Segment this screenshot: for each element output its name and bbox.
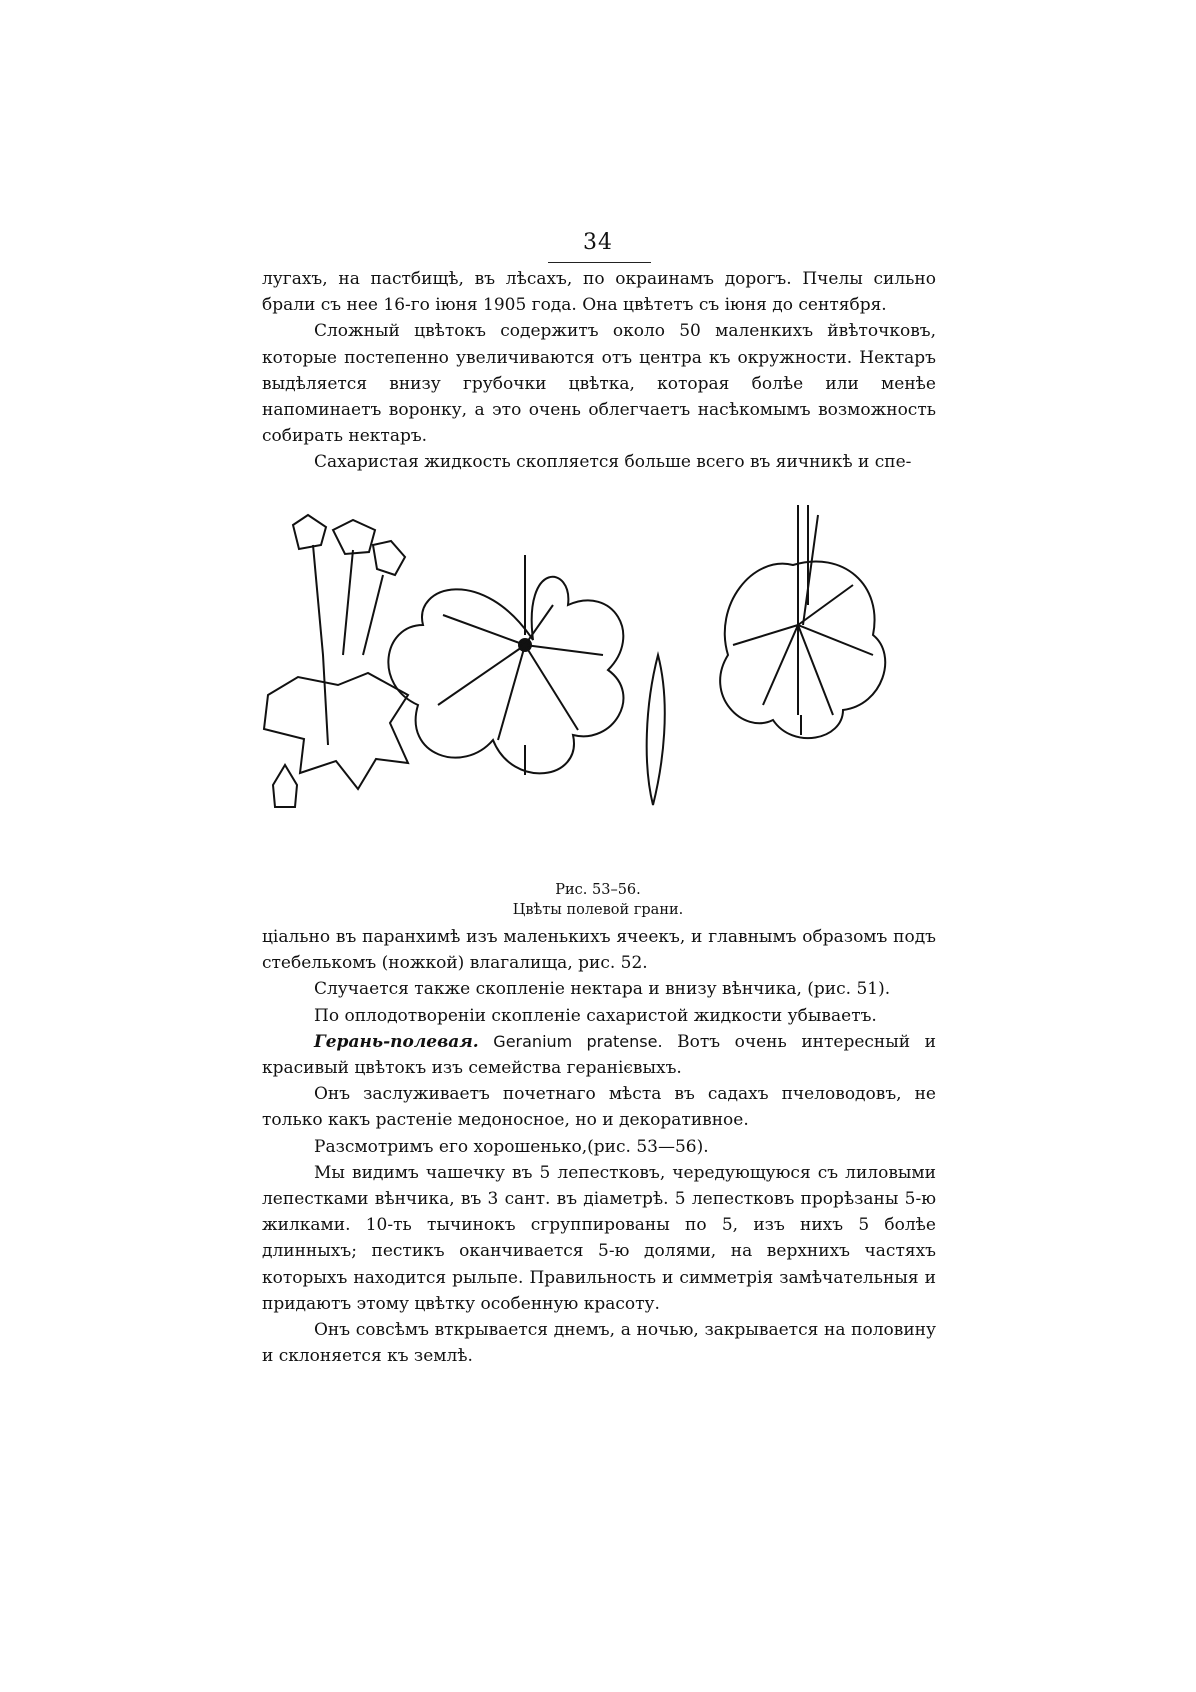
paragraph: Сложный цвѣтокъ содержитъ около 50 маленкихъ йвѣточковъ, которые постепенно увеличиваются отъ центра къ окружности. Нектаръ выдѣляется внизу грубочки цвѣтка, которая болѣе или менѣе напоминаетъ воронку, а это очень облегчаетъ насѣкомымъ возможность собирать нектаръ. [262,321,936,447]
text-block-top [262,266,936,476]
geranium-plant-drawing [264,515,408,807]
paragraph: Онъ совсѣмъ вткрывается днемъ, а ночью, закрывается на половину и склоняется къ землѣ. [262,1320,936,1367]
paragraph: лугахъ, на пастбищѣ, въ лѣсахъ, по окраинамъ дорогъ. Пчелы сильно брали съ нее 16-го іюня 1905 года. Она цвѣтетъ съ іюня до сентября. [262,269,936,316]
paragraph: Мы видимъ чашечку въ 5 лепестковъ, чередующуюся съ лиловыми лепестками вѣнчика, въ 3 сант. въ діаметрѣ. 5 лепестковъ прорѣзаны 5-ю жилками. 10-ть тычинокъ сгруппированы по 5, изъ нихъ 5 болѣе длинныхъ; пестикъ оканчивается 5-ю долями, на верхнихъ частяхъ которыхъ находится рыльпе. Правильность и симметрія замѣчательныя и придаютъ этому цвѣтку особенную красоту. [262,1162,936,1314]
page-number-rule [548,262,651,263]
paragraph: Онъ заслуживаетъ почетнаго мѣста въ садахъ пчеловодовъ, не только какъ растеніе медоносное, но и декоративное. [262,1084,936,1131]
paragraph: Сахаристая жидкость скопляется больше всего въ яичникѣ и спе- [314,452,912,473]
geranium-illustration [233,505,933,880]
paragraph: ціально въ паранхимѣ изъ маленькихъ ячеекъ, и главнымъ образомъ подъ стебелькомъ (ножкой) влагалища, рис. 52. [262,927,936,974]
latin-name: Geranium pratense. [493,1031,663,1051]
paragraph [262,1029,936,1081]
geranium-side-flower-drawing [720,505,885,738]
geranium-sepal-drawing [647,655,665,805]
paragraph: Случается также скопленіе нектара и внизу вѣнчика, (рис. 51). [314,979,891,1000]
geranium-flower-drawing [388,555,623,775]
paragraph: По оплодотвореніи скопленіе сахаристой жидкости убываетъ. [314,1005,877,1026]
figure-caption-numbers: Рис. 53–56. [555,882,641,898]
paragraph: Разсмотримъ его хорошенько,(рис. 53—56). [314,1136,709,1157]
page-number: 34 [583,230,613,255]
species-title: Герань-полевая. [314,1031,479,1052]
text-block-bottom [262,924,936,1369]
figure-caption-title: Цвѣты полевой грани. [512,902,684,918]
paragraph-text: Вотъ очень интересный и красивый цвѣтокъ изъ семейства геранієвыхъ. [262,1031,937,1079]
figure-caption [0,880,1196,920]
